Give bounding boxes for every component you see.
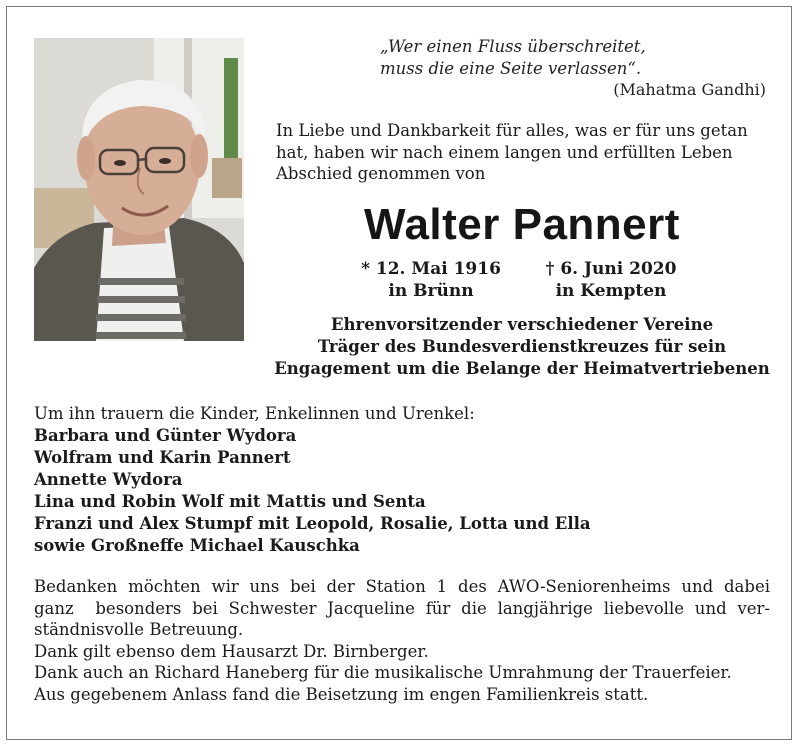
thanks-line: Dank auch an Richard Haneberg für die musikalische Umrahmung der Trauerfeier. xyxy=(34,663,732,682)
thanks-line: Bedanken möchten wir uns bei der Station 1 des AWO-Seniorenheims und dabei xyxy=(34,577,770,596)
honor-line: Ehrenvorsitzender verschiedener Vereine xyxy=(330,315,714,334)
thanks-line: Aus gegebenem Anlass fand die Beisetzung im engen Familienkreis statt. xyxy=(34,684,649,704)
mourners-intro: Um ihn trauern die Kinder, Enkelinnen und Urenkel: xyxy=(34,404,475,423)
intro-line: hat, haben wir nach einem langen und erfüllten Leben xyxy=(276,142,733,162)
intro-line: In Liebe und Dankbarkeit für alles, was er für uns getan xyxy=(276,121,748,140)
thanks-text xyxy=(34,576,770,705)
mourner-name: Barbara und Günter Wydora xyxy=(34,426,297,445)
death-place: in Kempten xyxy=(555,281,667,301)
mourner-name: sowie Großneffe Michael Kauschka xyxy=(34,536,360,555)
birth-place: in Brünn xyxy=(388,281,474,301)
birth-date: * 12. Mai 1916 xyxy=(361,259,501,279)
thanks-line: ständnisvolle Betreuung. xyxy=(34,620,244,639)
mourner-name: Wolfram und Karin Pannert xyxy=(34,448,291,467)
intro-text xyxy=(276,120,768,185)
quote-line: „Wer einen Fluss überschreitet, xyxy=(380,37,646,56)
thanks-line: Dank gilt ebenso dem Hausarzt Dr. Birnberger. xyxy=(34,641,429,661)
death-date: † 6. Juni 2020 xyxy=(545,259,677,279)
mourner-name: Lina und Robin Wolf mit Mattis und Senta xyxy=(34,492,426,511)
portrait-photo xyxy=(34,38,244,341)
birth-info xyxy=(356,258,506,302)
honors xyxy=(270,314,774,380)
honor-line: Engagement um die Belange der Heimatvertriebenen xyxy=(274,359,770,378)
death-info xyxy=(536,258,686,302)
quote-author: (Mahatma Gandhi) xyxy=(613,80,766,99)
mourner-name: Franzi und Alex Stumpf mit Leopold, Rosalie, Lotta und Ella xyxy=(34,514,591,533)
thanks-line: ganz besonders bei Schwester Jacqueline für die langjährige liebevolle und ver- xyxy=(34,598,770,618)
quote-line: muss die eine Seite verlassen“. xyxy=(380,59,642,78)
quote xyxy=(380,36,646,80)
intro-line: Abschied genommen von xyxy=(276,164,486,183)
mourner-name: Annette Wydora xyxy=(34,470,183,489)
honor-line: Träger des Bundesverdienstkreuzes für sein xyxy=(317,337,727,356)
mourners-list xyxy=(34,403,774,557)
deceased-name: Walter Pannert xyxy=(364,200,680,249)
